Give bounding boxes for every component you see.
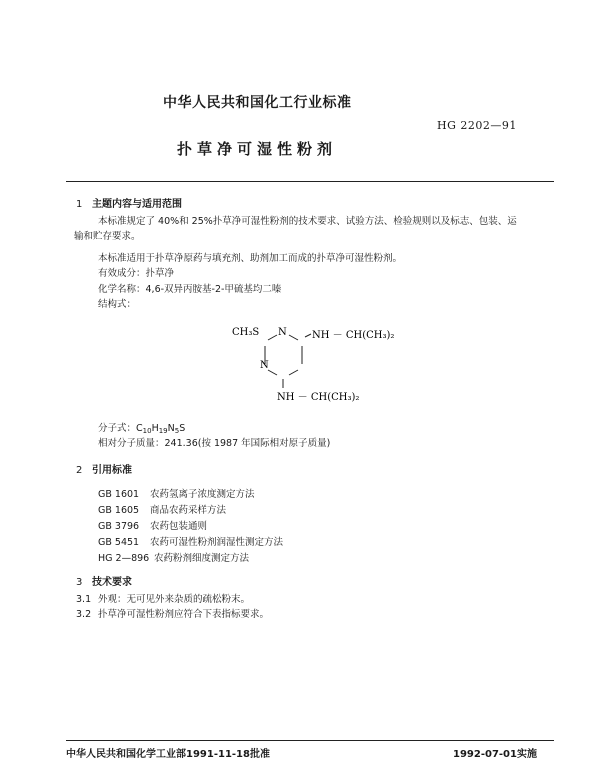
reference-title: 农药包装通则 bbox=[150, 521, 208, 532]
reference-code: GB 3796 bbox=[98, 521, 140, 532]
formula-part: H bbox=[151, 423, 159, 434]
reference-title: 商品农药采样方法 bbox=[150, 505, 227, 516]
reference-code: GB 5451 bbox=[98, 537, 140, 548]
header-rule bbox=[66, 181, 554, 182]
applicability-paragraph: 本标准适用于扑草净原药与填充剂、助剂加工而成的扑草净可湿性粉剂。 bbox=[98, 253, 403, 264]
scope-paragraph bbox=[74, 214, 554, 244]
reference-code: GB 1601 bbox=[98, 489, 140, 500]
reference-item bbox=[98, 534, 283, 548]
reference-title: 农药氢离子浓度测定方法 bbox=[150, 489, 255, 500]
structure-label: 结构式： bbox=[98, 299, 137, 310]
implementation-date: 1992-07-01实施 bbox=[453, 749, 537, 760]
reference-title: 农药可湿性粉剂润湿性测定方法 bbox=[150, 537, 284, 548]
approval-line: 中华人民共和国化学工业部1991-11-18批准 bbox=[66, 749, 270, 760]
requirement-item bbox=[76, 592, 250, 607]
active-ingredient: 有效成分：扑草净 bbox=[98, 268, 175, 279]
paragraph-line: 本标准规定了 40%和 25%扑草净可湿性粉剂的技术要求、试验方法、检验规则以及标志、包装、运 bbox=[98, 216, 517, 227]
requirement-item bbox=[76, 607, 269, 622]
reference-title: 农药粉剂细度测定方法 bbox=[154, 553, 250, 564]
section-number: 3 bbox=[76, 577, 83, 588]
structural-formula bbox=[225, 318, 435, 413]
section-number: 1 bbox=[76, 199, 83, 210]
ring-nitrogen: N bbox=[278, 327, 287, 338]
formula-subscript: 10 bbox=[142, 427, 152, 435]
section-title: 技术要求 bbox=[92, 577, 132, 588]
footer-rule bbox=[66, 740, 554, 741]
triazine-ring bbox=[265, 334, 311, 388]
formula-part: S bbox=[179, 423, 186, 434]
section-1-heading bbox=[76, 195, 182, 210]
reference-item bbox=[98, 486, 255, 500]
section-2-heading bbox=[76, 461, 132, 476]
section-title: 引用标准 bbox=[92, 465, 132, 476]
item-number: 3.2 bbox=[76, 609, 92, 620]
ring-nitrogen: N bbox=[260, 360, 269, 371]
formula-part: N bbox=[167, 423, 175, 434]
paragraph-line: 输和贮存要求。 bbox=[74, 231, 141, 242]
reference-item bbox=[98, 518, 207, 532]
section-3-heading bbox=[76, 573, 132, 588]
isopropylamino-group: NH － CH(CH₃)₂ bbox=[277, 392, 360, 403]
reference-item bbox=[98, 502, 226, 516]
section-number: 2 bbox=[76, 465, 83, 476]
isopropylamino-group: NH － CH(CH₃)₂ bbox=[312, 330, 395, 341]
methylthio-group: CH₃S bbox=[232, 327, 260, 338]
section-title: 主题内容与适用范围 bbox=[92, 199, 182, 210]
molecular-mass: 相对分子质量：241.36(按 1987 年国际相对原子质量) bbox=[98, 438, 331, 449]
standard-number: HG 2202—91 bbox=[437, 119, 517, 132]
issuing-body-title: 中华人民共和国化工行业标准 bbox=[163, 95, 352, 111]
item-number: 3.1 bbox=[76, 594, 92, 605]
document-title: 扑草净可湿性粉剂 bbox=[177, 140, 338, 158]
formula-subscript: 19 bbox=[158, 427, 168, 435]
reference-code: HG 2—896 bbox=[98, 553, 150, 564]
chemical-name: 化学名称：4,6-双异丙胺基-2-甲硫基均二嗪 bbox=[98, 284, 282, 295]
item-text: 外观：无可见外来杂质的疏松粉末。 bbox=[98, 594, 251, 605]
reference-item bbox=[98, 550, 249, 564]
formula-subscript: 5 bbox=[174, 427, 180, 435]
formula-part: 分子式：C bbox=[98, 423, 143, 434]
reference-code: GB 1605 bbox=[98, 505, 140, 516]
item-text: 扑草净可湿性粉剂应符合下表指标要求。 bbox=[98, 609, 270, 620]
